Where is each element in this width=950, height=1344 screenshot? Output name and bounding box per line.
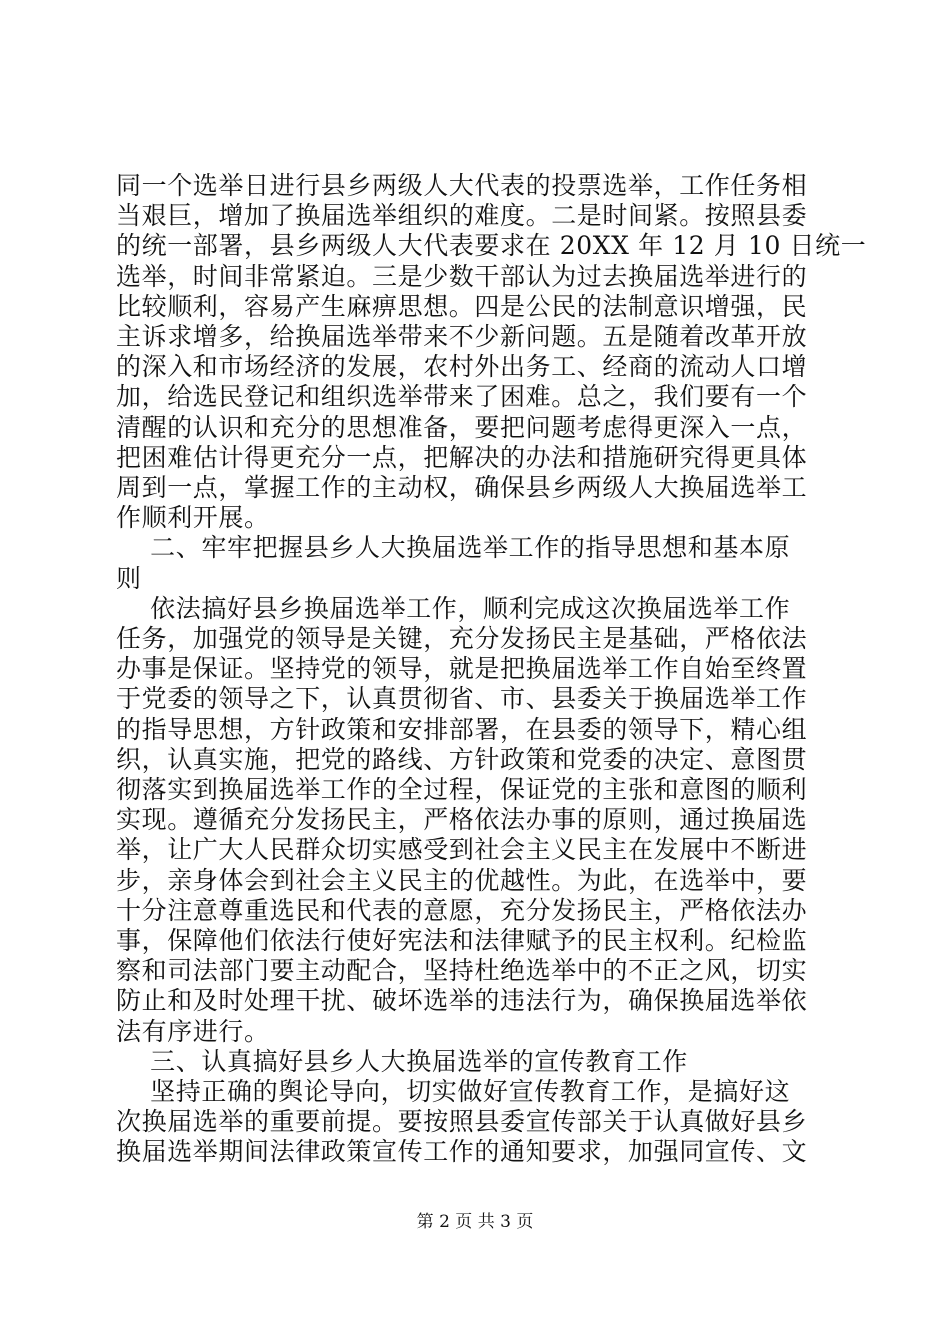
text-line: 防止和及时处理干扰、破坏选举的违法行为，确保换届选举依 [116, 986, 808, 1015]
text-line: 举，让广大人民群众切实感受到社会主义民主在发展中不断进 [116, 835, 808, 864]
text-line: 比较顺利，容易产生麻痹思想。四是公民的法制意识增强，民 [116, 292, 808, 321]
text-line: 作顺利开展。 [116, 503, 270, 532]
text-line: 选举，时间非常紧迫。三是少数干部认为过去换届选举进行的 [116, 262, 808, 291]
text-line: 十分注意尊重选民和代表的意愿，充分发扬民主，严格依法办 [116, 896, 808, 925]
text-line: 坚持正确的舆论导向，切实做好宣传教育工作，是搞好这 [116, 1077, 791, 1106]
section-heading: 三、认真搞好县乡人大换届选举的宣传教育工作 [116, 1047, 688, 1076]
text-line: 清醒的认识和充分的思想准备，要把问题考虑得更深入一点， [116, 413, 808, 442]
text-line: 办事是保证。坚持党的领导，就是把换届选举工作自始至终置 [116, 654, 808, 683]
text-line: 主诉求增多，给换届选举带来不少新问题。五是随着改革开放 [116, 322, 808, 351]
text-line: 的指导思想，方针政策和安排部署，在县委的领导下，精心组 [116, 715, 808, 744]
text-line: 察和司法部门要主动配合，坚持杜绝选举中的不正之风，切实 [116, 956, 808, 985]
text-line: 当艰巨，增加了换届选举组织的难度。二是时间紧。按照县委 [116, 201, 808, 230]
text-line: 次换届选举的重要前提。要按照县委宣传部关于认真做好县乡 [116, 1107, 808, 1136]
text-line: 周到一点，掌握工作的主动权，确保县乡两级人大换届选举工 [116, 473, 808, 502]
section-heading: 则 [116, 564, 142, 593]
text-line: 加，给选民登记和组织选举带来了困难。总之，我们要有一个 [116, 382, 808, 411]
section-heading: 二、牢牢把握县乡人大换届选举工作的指导思想和基本原 [116, 533, 791, 562]
text-line: 依法搞好县乡换届选举工作，顺利完成这次换届选举工作 [116, 594, 791, 623]
text-line: 的统一部署，县乡两级人大代表要求在 20XX 年 12 月 10 日统一 [116, 231, 867, 260]
text-line: 的深入和市场经济的发展，农村外出务工、经商的流动人口增 [116, 352, 808, 381]
text-line: 织，认真实施，把党的路线、方针政策和党委的决定、意图贯 [116, 745, 808, 774]
text-line: 换届选举期间法律政策宣传工作的通知要求，加强同宣传、文 [116, 1137, 808, 1166]
text-line: 把困难估计得更充分一点，把解决的办法和措施研究得更具体 [116, 443, 808, 472]
text-line: 事，保障他们依法行使好宪法和法律赋予的民主权利。纪检监 [116, 926, 808, 955]
page-number-footer: 第 2 页 共 3 页 [416, 1212, 534, 1232]
text-line: 步，亲身体会到社会主义民主的优越性。为此，在选举中，要 [116, 866, 808, 895]
text-line: 实现。遵循充分发扬民主，严格依法办事的原则，通过换届选 [116, 805, 808, 834]
text-line: 同一个选举日进行县乡两级人大代表的投票选举，工作任务相 [116, 171, 808, 200]
text-line: 法有序进行。 [116, 1017, 270, 1046]
text-line: 于党委的领导之下，认真贯彻省、市、县委关于换届选举工作 [116, 684, 808, 713]
text-line: 任务，加强党的领导是关键，充分发扬民主是基础，严格依法 [116, 624, 808, 653]
text-line: 彻落实到换届选举工作的全过程，保证党的主张和意图的顺利 [116, 775, 808, 804]
